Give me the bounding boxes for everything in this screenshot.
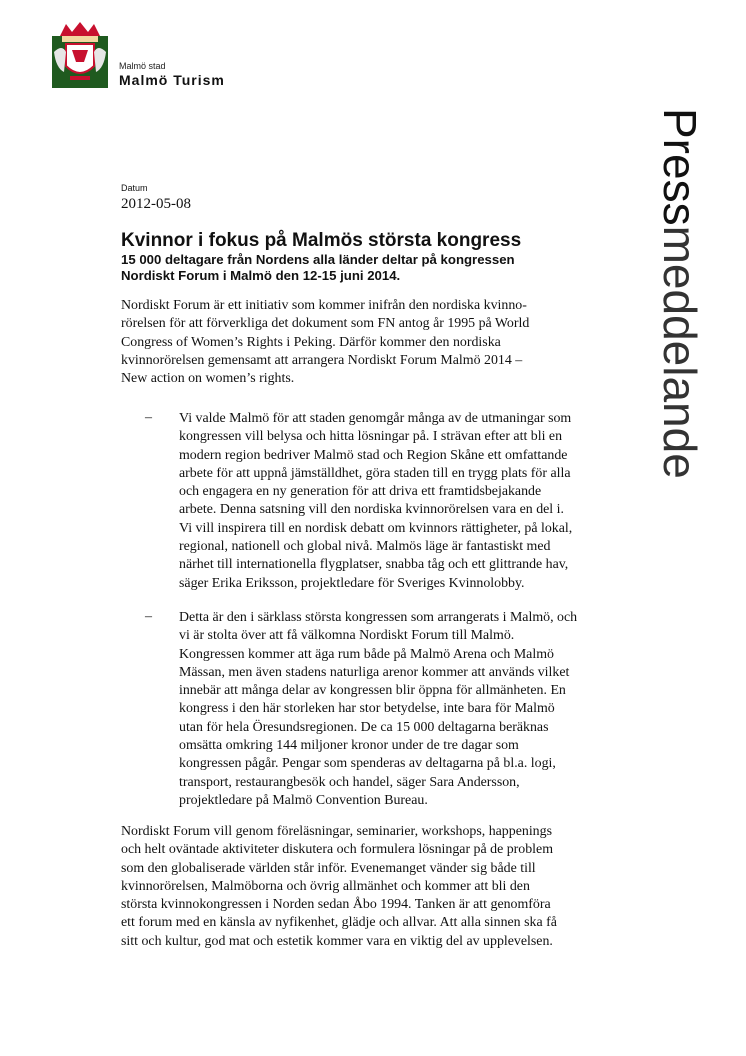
subtitle — [121, 252, 591, 284]
text-line: största kvinnokongressen i Norden sedan Åbo 1994. Tanken är att genomföra — [121, 897, 551, 913]
text-line: regional, nationell och global nivå. Malmös läge är fantastiskt med — [179, 539, 551, 555]
text-line: som den globaliserade världen står inför. Evenemanget vänder sig både till — [121, 860, 536, 876]
pressmeddelande-vertical-label — [645, 108, 705, 558]
page-title: Kvinnor i fokus på Malmös största kongress — [121, 230, 522, 251]
text-line: Detta är den i särklass största kongressen som arrangerats i Malmö, och — [179, 610, 578, 625]
text-line: omsätta omkring 144 miljoner kronor under de tre dagar som — [179, 738, 519, 754]
text-line: New action on women’s rights. — [121, 371, 295, 387]
text-line: rörelsen för att förverkliga det dokument som FN antog år 1995 på World — [121, 316, 530, 332]
text-line: arbete. Denna satsning vill den nordiska kvinnorörelsen vara en del i. — [179, 502, 564, 518]
text-line: sitt och kultur, god mat och estetik kommer vara en viktig del av upplevelsen. — [121, 933, 553, 949]
intro-paragraph — [121, 297, 591, 388]
text-line: Nordiskt Forum är ett initiativ som kommer inifrån den nordiska kvinno- — [121, 298, 527, 313]
date-value: 2012-05-08 — [121, 196, 191, 212]
text-line: Kongressen kommer att äga rum både på Malmö Arena och Malmö — [179, 646, 554, 662]
subtitle-line: Nordiskt Forum i Malmö den 12-15 juni 2014. — [121, 268, 401, 283]
text-line: Congress of Women’s Rights i Peking. Därför kommer den nordiska — [121, 334, 501, 350]
text-line: arbete för att uppnå jämställdhet, göra staden till en trygg plats för alla — [179, 465, 571, 481]
text-line: kongressen pågår. Pengar som spenderas av deltagarna på bl.a. logi, — [179, 756, 556, 772]
text-line: och helt oväntade aktiviteter diskutera och formulera lösningar på de problem — [121, 842, 554, 858]
vertical-label-part1: Press — [654, 108, 706, 226]
text-line: modern region bedriver Malmö stad och Region Skåne ett omfattande — [179, 447, 568, 463]
text-line: Vi vill inspirera till en nordisk debatt om kvinnors rättigheter, på lokal, — [179, 520, 573, 536]
text-line: vi är stolta över att få välkomna Nordiskt Forum till Malmö. — [179, 628, 515, 644]
subtitle-line: 15 000 deltagare från Nordens alla länder deltar på kongressen — [121, 252, 515, 267]
malmo-coat-of-arms-logo — [52, 22, 108, 88]
text-line: kvinnorörelsen gemensamt att arrangera Nordiskt Forum Malmö 2014 – — [121, 352, 523, 368]
text-line: Mässan, men även stadens naturliga arenor kommer att används vilket — [179, 664, 570, 680]
bullet-dash: – — [145, 410, 152, 425]
bullet-dash: – — [145, 609, 152, 624]
date-label: Datum — [121, 183, 148, 193]
text-line: projektledare på Malmö Convention Bureau. — [179, 792, 428, 808]
text-line: säger Erika Eriksson, projektledare för Sveriges Kvinnolobby. — [179, 575, 525, 591]
text-line: kvinnorörelsen, Malmöborna och övrig allmänhet och kommer att bli den — [121, 878, 530, 894]
org-name: Malmö Turism — [119, 72, 225, 88]
text-line: innebär att många delar av kongressen blir öppna för allmänheten. En — [179, 683, 566, 699]
quote-paragraph — [179, 410, 599, 593]
text-line: och engagera en ny generation för att driva ett framtidsbejakande — [179, 484, 542, 500]
text-line: transport, restaurangbesök och handel, säger Sara Andersson, — [179, 774, 520, 790]
text-line: närhet till internationella flygplatser, snabba tåg och ett glittrande hav, — [179, 557, 569, 573]
text-line: kongressen vill belysa och hitta lösningar på. I strävan efter att bli en — [179, 429, 563, 445]
text-line: ett forum med en känsla av nyfikenhet, glädje och allvar. Att alla sinnen ska få — [121, 915, 557, 931]
vertical-label-part2: meddelande — [654, 225, 706, 479]
text-line: utan för hela Öresundsregionen. De ca 15 000 deltagarna beräknas — [179, 719, 549, 735]
text-line: Nordiskt Forum vill genom föreläsningar, seminarier, workshops, happenings — [121, 824, 552, 839]
org-small-label: Malmö stad — [119, 61, 166, 71]
text-line: Vi valde Malmö för att staden genomgår många av de utmaningar som — [179, 411, 572, 426]
quote-paragraph — [179, 609, 599, 810]
text-line: kongress i den här storleken har stor betydelse, inte bara för Malmö — [179, 701, 555, 717]
closing-paragraph — [121, 823, 591, 951]
griffin-icon — [52, 22, 108, 88]
